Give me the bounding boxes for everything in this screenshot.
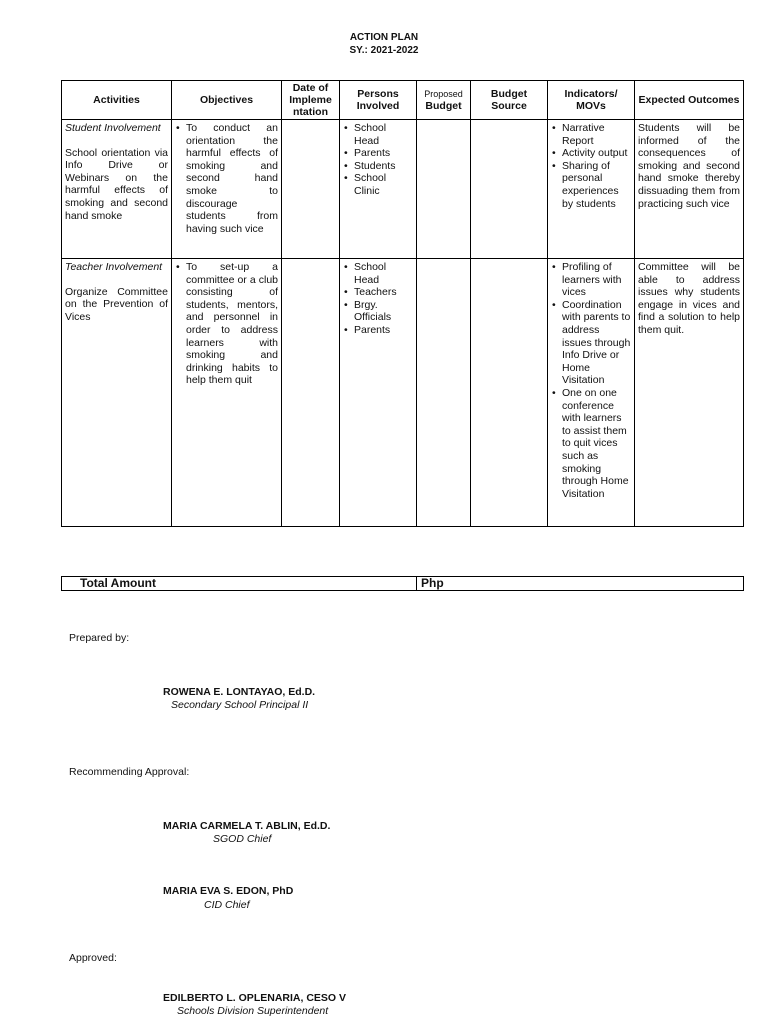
activity-cell xyxy=(62,120,172,259)
indicator-item: • Activity output xyxy=(562,147,631,160)
table-row xyxy=(62,259,744,527)
person-item: • School Head xyxy=(354,122,413,147)
activity-heading: Teacher Involvement xyxy=(65,261,163,273)
person-item: • Parents xyxy=(354,147,413,160)
person-item: • School Head xyxy=(354,261,413,286)
signatory-name: MARIA EVA S. EDON, PhD xyxy=(163,885,294,897)
indicator-item: • Profiling of learners with vices xyxy=(562,261,631,299)
total-currency: Php xyxy=(417,577,744,591)
indicator-item: • Sharing of personal experiences by students xyxy=(562,160,631,210)
budget-cell xyxy=(417,259,471,527)
column-header-persons: Persons Involved xyxy=(340,81,417,120)
indicator-item: • One on one conference with learners to assist them to quit vices such as smoking through Home Visitation xyxy=(562,387,631,500)
date-cell xyxy=(282,259,340,527)
column-header-source: Budget Source xyxy=(471,81,548,120)
signatory-title: Schools Division Superintendent xyxy=(177,1005,329,1017)
person-item: • School Clinic xyxy=(354,172,413,197)
budget-header-prefix: Proposed xyxy=(424,89,463,99)
indicator-item: • Coordination with parents to address issues through Info Drive or Home Visitation xyxy=(562,299,631,387)
budget-header-label: Budget xyxy=(425,100,462,112)
column-header-date: Date of Impleme ntation xyxy=(282,81,340,120)
table-row xyxy=(62,120,744,259)
indicators-cell xyxy=(548,259,635,527)
school-year: SY.: 2021-2022 xyxy=(349,45,419,56)
column-header-outcomes: Expected Outcomes xyxy=(635,81,744,120)
prepared-by-label: Prepared by: xyxy=(69,632,130,644)
recommending-approval-label: Recommending Approval: xyxy=(69,766,190,778)
activity-cell xyxy=(62,259,172,527)
activity-description: Organize Committee on the Prevention of Vices xyxy=(65,285,168,323)
persons-cell xyxy=(340,120,417,259)
indicator-item: • Narrative Report xyxy=(562,122,631,147)
activity-heading: Student Involvement xyxy=(65,122,161,134)
activity-description: School orientation via Info Drive or Webinars on the harmful effects of smoking and second hand smoke xyxy=(65,146,168,222)
outcomes-cell: Students will be informed of the consequences of smoking and second hand smoke thereby dissuading them from practicing such vice xyxy=(635,120,744,259)
persons-cell xyxy=(340,259,417,527)
signatory-name: MARIA CARMELA T. ABLIN, Ed.D. xyxy=(163,820,331,832)
signatory-title: CID Chief xyxy=(204,899,250,911)
total-amount-table xyxy=(61,576,744,591)
column-header-activities: Activities xyxy=(62,81,172,120)
person-item: • Brgy. Officials xyxy=(354,299,413,324)
signatory-name: EDILBERTO L. OPLENARIA, CESO V xyxy=(163,992,346,1004)
indicators-cell xyxy=(548,120,635,259)
table-header-row xyxy=(62,81,744,120)
signatory-title: SGOD Chief xyxy=(213,833,272,845)
source-cell xyxy=(471,120,548,259)
column-header-budget xyxy=(417,81,471,120)
approved-label: Approved: xyxy=(69,952,117,964)
outcomes-cell: Committee will be able to address issues why students engage in vices and find a solution to help them quit. xyxy=(635,259,744,527)
total-row xyxy=(62,577,744,591)
signatory-name: ROWENA E. LONTAYAO, Ed.D. xyxy=(163,686,316,698)
date-cell xyxy=(282,120,340,259)
objective-item: • To conduct an orientation the harmful effects of smoking and second hand smoke to discourage students from having such vice xyxy=(186,122,278,235)
budget-cell xyxy=(417,120,471,259)
person-item: • Students xyxy=(354,160,413,173)
signatory-title: Secondary School Principal II xyxy=(171,699,309,711)
column-header-indicators: Indicators/ MOVs xyxy=(548,81,635,120)
column-header-objectives: Objectives xyxy=(172,81,282,120)
action-plan-table xyxy=(61,80,744,527)
total-amount-label: Total Amount xyxy=(62,577,417,591)
person-item: • Teachers xyxy=(354,286,413,299)
person-item: • Parents xyxy=(354,324,413,337)
source-cell xyxy=(471,259,548,527)
objectives-cell xyxy=(172,259,282,527)
objectives-cell xyxy=(172,120,282,259)
objective-item: • To set-up a committee or a club consisting of students, mentors, and personnel in order to address learners with smoking and drinking habits to help them quit xyxy=(186,261,278,387)
document-title: ACTION PLAN xyxy=(349,32,419,43)
